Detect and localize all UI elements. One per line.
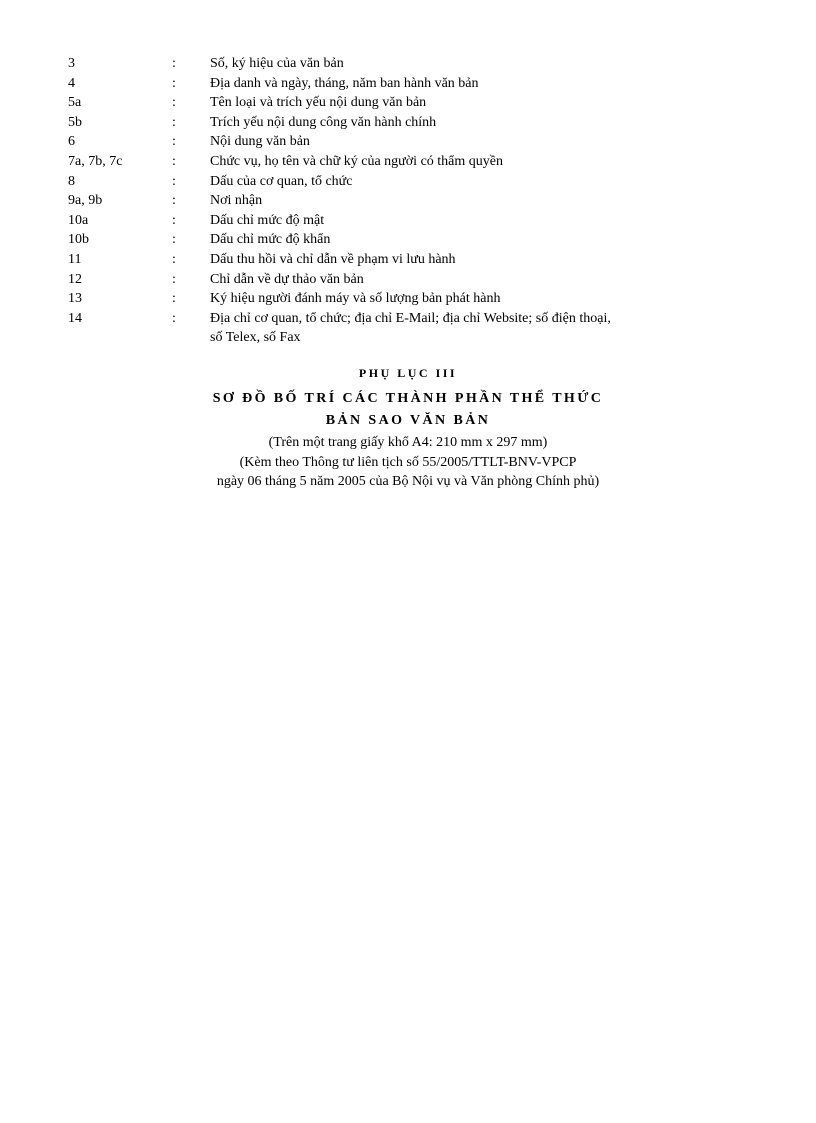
legend-separator: : [172, 134, 176, 150]
legend-row [68, 309, 628, 348]
appendix-title-line-2: BẢN SAO VĂN BẢN [325, 413, 491, 428]
legend-row [68, 250, 628, 270]
legend-code: 7a, 7b, 7c [68, 153, 123, 169]
legend-description: Ký hiệu người đánh máy và số lượng bản phát hành [210, 291, 501, 307]
legend-description: Dấu chỉ mức độ mật [210, 212, 325, 228]
legend-code: 9a, 9b [68, 193, 103, 209]
legend-list [68, 54, 628, 348]
legend-separator: : [172, 310, 176, 326]
legend-code: 11 [68, 251, 82, 267]
appendix-header [0, 364, 816, 492]
legend-description: Trích yếu nội dung công văn hành chính [210, 114, 437, 130]
legend-description: Nội dung văn bản [210, 134, 310, 150]
legend-row [68, 113, 628, 133]
legend-separator: : [172, 153, 176, 169]
appendix-title-line-1: SƠ ĐỒ BỐ TRÍ CÁC THÀNH PHẦN THỂ THỨC [212, 391, 604, 406]
legend-description: Chỉ dẫn về dự thảo văn bản [210, 271, 364, 287]
legend-row [68, 152, 628, 172]
legend-row [68, 74, 628, 94]
legend-description: Nơi nhận [210, 193, 263, 209]
legend-separator: : [172, 95, 176, 111]
legend-row [68, 270, 628, 290]
legend-code: 10b [68, 232, 89, 248]
legend-code: 13 [68, 291, 82, 307]
legend-description: Dấu thu hồi và chỉ dẫn về phạm vi lưu hành [210, 251, 456, 267]
legend-separator: : [172, 193, 176, 209]
legend-row [68, 191, 628, 211]
legend-code: 10a [68, 212, 89, 228]
paper-size-note: (Trên một trang giấy khổ A4: 210 mm x 297 mm) [268, 435, 548, 450]
legend-description: Tên loại và trích yếu nội dung văn bản [210, 95, 427, 111]
legend-code: 6 [68, 134, 75, 150]
legend-row [68, 172, 628, 192]
legend-row [68, 93, 628, 113]
legend-separator: : [172, 232, 176, 248]
legend-separator: : [172, 75, 176, 91]
legend-description: Dấu chỉ mức độ khẩn [210, 232, 331, 248]
circular-reference-line-1: (Kèm theo Thông tư liên tịch số 55/2005/TTLT-BNV-VPCP [239, 454, 577, 470]
legend-separator: : [172, 271, 176, 287]
legend-separator: : [172, 114, 176, 130]
legend-code: 5b [68, 114, 82, 130]
legend-code: 3 [68, 56, 75, 71]
appendix-label: PHỤ LỤC III [358, 366, 458, 380]
legend-row [68, 132, 628, 152]
legend-code: 12 [68, 271, 82, 287]
legend-separator: : [172, 173, 176, 189]
legend-code: 14 [68, 310, 82, 326]
legend-code: 8 [68, 173, 75, 189]
legend-row [68, 211, 628, 231]
legend-description: Số, ký hiệu của văn bản [210, 56, 344, 71]
legend-description: Địa danh và ngày, tháng, năm ban hành văn bản [210, 75, 479, 91]
legend-row [68, 289, 628, 309]
legend-separator: : [172, 291, 176, 307]
legend-description: Dấu của cơ quan, tổ chức [210, 173, 353, 189]
legend-code: 4 [68, 75, 75, 91]
legend-separator: : [172, 251, 176, 267]
legend-row [68, 230, 628, 250]
legend-row [68, 54, 628, 74]
legend-separator: : [172, 212, 176, 228]
legend-description: Chức vụ, họ tên và chữ ký của người có thẩm quyền [210, 153, 503, 169]
circular-reference-line-2: ngày 06 tháng 5 năm 2005 của Bộ Nội vụ và Văn phòng Chính phủ) [216, 474, 600, 489]
legend-code: 5a [68, 95, 82, 111]
legend-description: Địa chỉ cơ quan, tổ chức; địa chỉ E-Mail; địa chỉ Website; số điện thoại, số Telex, số Fax [210, 310, 611, 346]
legend-separator: : [172, 56, 176, 71]
